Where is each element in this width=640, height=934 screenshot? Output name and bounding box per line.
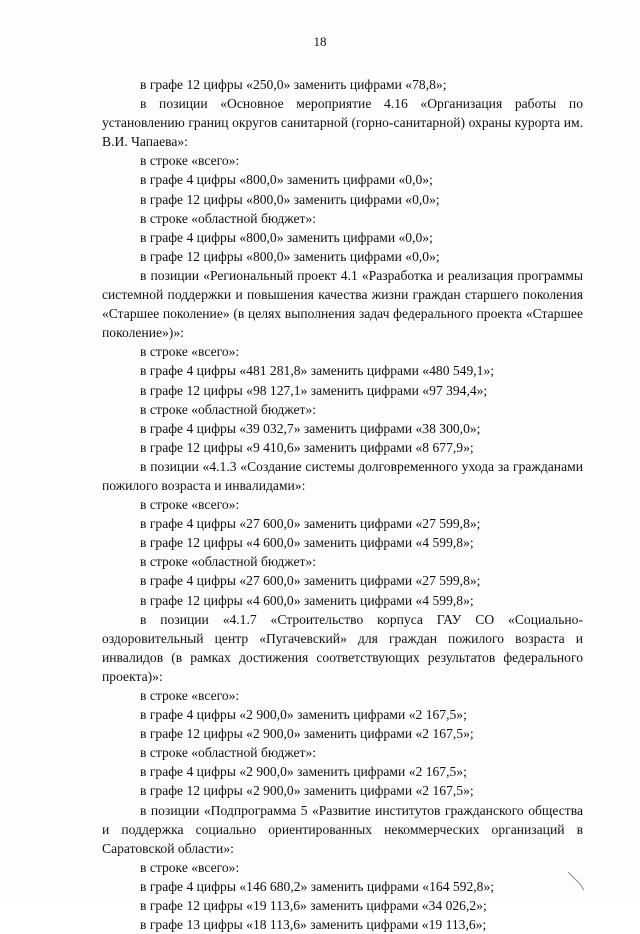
text-line: в графе 4 цифры «800,0» заменить цифрами «0,0»; — [140, 229, 433, 245]
paragraph: в позиции «Региональный проект 4.1 «Разработка и реализация программы системной поддержки и повышения качества жизни граждан старшего поколения «Старшее поколение» (в целях выполнения задач федерального проекта «Старшее поколение»)»: — [102, 267, 583, 341]
text-line: в строке «всего»: — [140, 859, 240, 875]
text-line: в графе 13 цифры «18 113,6» заменить цифрами «19 113,6»; — [140, 917, 487, 933]
paragraph: в позиции «4.1.7 «Строительство корпуса ГАУ СО «Социально-оздоровительный центр «Пугачевский» для граждан пожилого возраста и инвалидов (в рамках достижения соответствующих результатов федерального проекта)»: — [102, 611, 583, 684]
text-line: в графе 4 цифры «2 900,0» заменить цифрами «2 167,5»; — [140, 764, 467, 780]
text-line: в графе 12 цифры «250,0» заменить цифрами «78,8»; — [140, 77, 447, 92]
text-line: в графе 12 цифры «800,0» заменить цифрами «0,0»; — [140, 248, 440, 264]
document-body — [102, 75, 583, 934]
text-line: в графе 4 цифры «39 032,7» заменить цифрами «38 300,0»; — [140, 420, 481, 436]
text-line: в графе 4 цифры «481 281,8» заменить цифрами «480 549,1»; — [140, 363, 495, 379]
page-number: 18 — [313, 34, 327, 49]
text-line: в графе 12 цифры «98 127,1» заменить цифрами «97 394,4»; — [140, 382, 488, 398]
text-line: в строке «всего»: — [140, 497, 240, 513]
text-line: в строке «областной бюджет»: — [140, 554, 317, 570]
text-line: в строке «всего»: — [140, 153, 240, 169]
text-line: в графе 12 цифры «2 900,0» заменить цифрами «2 167,5»; — [140, 726, 474, 742]
text-line: в графе 12 цифры «2 900,0» заменить цифрами «2 167,5»; — [140, 783, 474, 799]
text-line: в графе 4 цифры «27 600,0» заменить цифрами «27 599,8»; — [140, 573, 481, 589]
text-line: в строке «областной бюджет»: — [140, 745, 317, 761]
paragraph: в позиции «4.1.3 «Создание системы долговременного ухода за гражданами пожилого возраста и инвалидами»: — [102, 458, 583, 493]
text-line: в графе 4 цифры «27 600,0» заменить цифрами «27 599,8»; — [140, 516, 481, 532]
text-line: в графе 4 цифры «146 680,2» заменить цифрами «164 592,8»; — [140, 878, 495, 894]
text-line: в графе 12 цифры «4 600,0» заменить цифрами «4 599,8»; — [140, 592, 474, 608]
paragraph: в позиции «Основное мероприятие 4.16 «Организация работы по установлению границ округов санитарной (горно-санитарной) охраны курорта им. В.И. Чапаева»: — [102, 96, 583, 150]
text-line: в графе 4 цифры «800,0» заменить цифрами «0,0»; — [140, 172, 433, 188]
text-line: в графе 4 цифры «2 900,0» заменить цифрами «2 167,5»; — [140, 707, 467, 723]
text-line: в строке «всего»: — [140, 344, 240, 360]
text-line: в строке «областной бюджет»: — [140, 210, 317, 226]
text-line: в графе 12 цифры «9 410,6» заменить цифрами «8 677,9»; — [140, 439, 474, 455]
text-line: в строке «областной бюджет»: — [140, 401, 317, 417]
text-line: в графе 12 цифры «4 600,0» заменить цифрами «4 599,8»; — [140, 535, 474, 551]
paragraph: в позиции «Подпрограмма 5 «Развитие институтов гражданского общества и поддержка социально ориентированных некоммерческих организаций в Саратовской области»: — [102, 802, 583, 856]
text-line: в строке «всего»: — [140, 688, 240, 703]
scan-mark — [566, 870, 586, 892]
text-line: в графе 12 цифры «800,0» заменить цифрами «0,0»; — [140, 191, 440, 207]
text-line: в графе 12 цифры «19 113,6» заменить цифрами «34 026,2»; — [140, 898, 487, 914]
